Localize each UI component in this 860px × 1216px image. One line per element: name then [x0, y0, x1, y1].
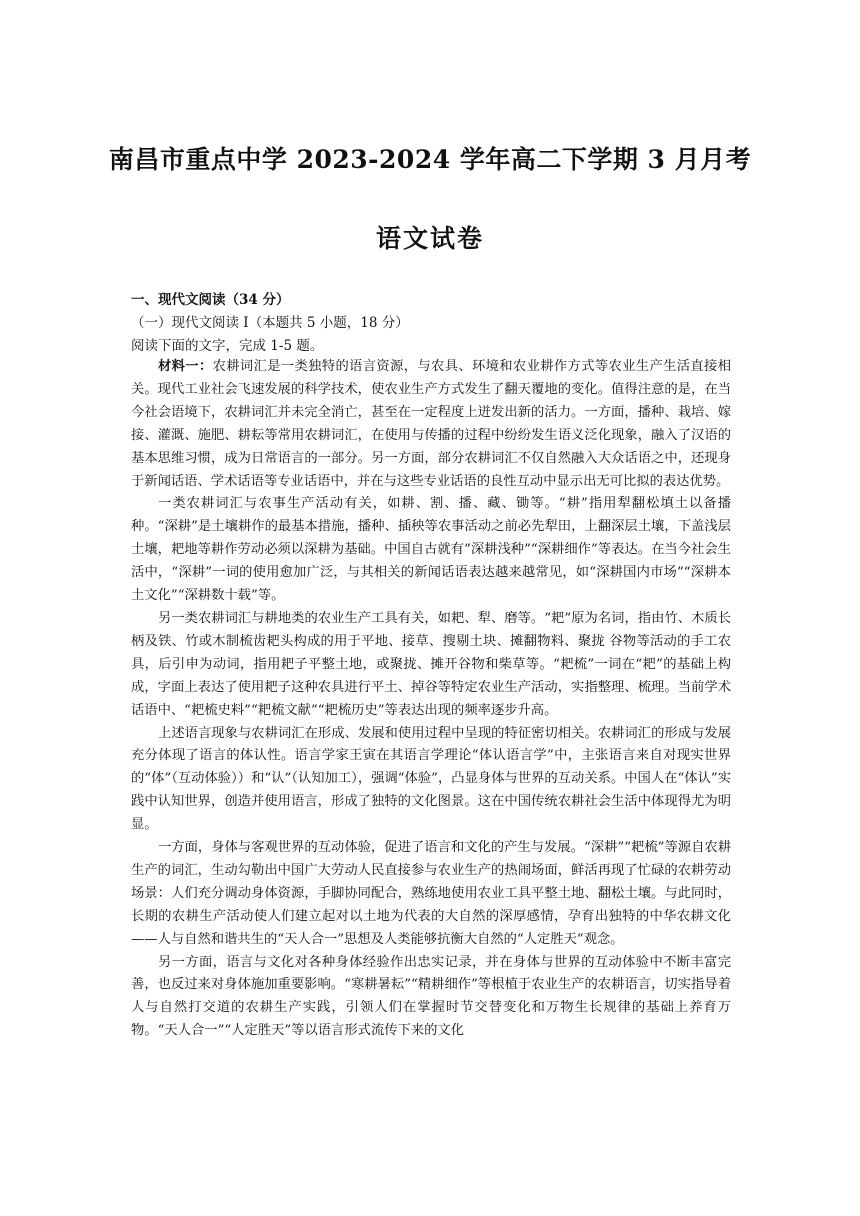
paragraph-3: 另一类农耕词汇与耕地类的农业生产工具有关，如耙、犁、磨等。“耙”原为名词，指由竹、木质长柄及铁、竹或木制梳齿耙头构成的用于平地、接草、搜剔土块、摊翻物料、聚拢 谷物等活动的手工农具，后引申为动词，指用耙子平整土地，或聚拢、摊开谷物和柴草等。“耙梳”一词在“耙”的基础上构成，字面上表达了使用耙子这种农具进行平土、掉谷等特定农业生产活动，实指整理、梳理。当前学术话语中、“耙梳史料”“耙梳文献”“耙梳历史”等表达出现的频率逐步升高。	[131, 610, 731, 718]
paragraph-1	[131, 356, 731, 493]
paragraph-4: 上述语言现象与农耕词汇在形成、发展和使用过程中呈现的特征密切相关。农耕词汇的形成与发展充分体现了语言的体认性。语言学家王寅在其语言学理论“体认语言学”中，主张语言来自对现实世界的“体”（互动体验））和“认”（认知加工），强调“体验”，凸显身体与世界的互动关系。中国人在“体认”实践中认知世界，创造并使用语言，形成了独特的文化图景。这在中国传统农耕社会生活中体现得尤为明显。	[131, 725, 731, 833]
exam-subtitle: 语文试卷	[375, 224, 484, 253]
paragraph-6: 另一方面，语言与文化对各种身体经验作出忠实记录，并在身体与世界的互动体验中不断丰富完善，也反过来对身体施加重要影响。“寒耕暑耘”“精耕细作”等根植于农业生产的农耕语言，切实指导着人与自然打交道的农耕生产实践，引领人们在掌握时节交替变化和万物生长规律的基础上养育万物。“天人合一”“人定胜天”等以语言形式流传下来的文化	[131, 954, 731, 1039]
paragraph-5: 一方面，身体与客观世界的互动体验，促进了语言和文化的产生与发展。“深耕”“耙梳”等源自农耕生产的词汇，生动勾勒出中国广大劳动人民直接参与农业生产的热闹场面，鲜活再现了忙碌的农耕劳动场景：人们充分调动身体资源，手脚协同配合，熟练地使用农业工具平整土地、翻松土壤。与此同时，长期的农耕生产活动使人们建立起对以土地为代表的大自然的深厚感情，孕育出独特的中华农耕文化——人与自然和谐共生的“天人合一”思想及人类能够抗衡大自然的“人定胜天”观念。	[131, 840, 731, 947]
material-label: 材料一：	[158, 359, 213, 374]
paragraph-text: 农耕词汇是一类独特的语言资源，与农具、环境和农业耕作方式等农业生产生活直接相关。现代工业社会飞速发展的科学技术，使农业生产方式发生了翻天覆地的变化。值得注意的是，在当今社会语境下，农耕词汇并未完全消亡，甚至在一定程度上迸发出新的活力。一方面，播种、栽培、嫁接、灌溉、施肥、耕耘等常用农耕词汇，在使用与传播的过程中纷纷发生语义泛化现象，融入了汉语的基本思维习惯，成为日常语言的一部分。另一方面，部分农耕词汇不仅自然融入大众话语之中，还现身于新闻话语、学术话语等专业话语中，并在与这些专业话语的良性互动中显示出无可比拟的表达优势。	[131, 359, 732, 489]
section-heading: 一、现代文阅读（34 分）	[131, 292, 290, 308]
paragraph-2: 一类农耕词汇与农事生产活动有关，如耕、割、播、藏、锄等。“耕”指用犁翻松填土以备播种。“深耕”是土壤耕作的最基本措施，播种、插秧等农事活动之前必先犁田，上翻深层土壤，下盖浅层土壤，耙地等耕作劳动必须以深耕为基础。中国自古就有“深耕浅种”“深耕细作”等表达。在当今社会生活中，“深耕”一词的使用愈加广泛，与其相关的新闻话语表达越来越常见，如“深耕国内市场”“深耕本土文化”“深耕数十载”等。	[131, 496, 731, 604]
exam-title: 南昌市重点中学 2023-2024 学年高二下学期 3 月月考	[108, 145, 752, 174]
reading-instruction: 阅读下面的文字，完成 1-5 题。	[131, 338, 324, 354]
exam-page	[108, 0, 752, 1216]
section-subheading: （一）现代文阅读 I（本题共 5 小题，18 分）	[131, 315, 409, 331]
material-body	[131, 356, 731, 1043]
